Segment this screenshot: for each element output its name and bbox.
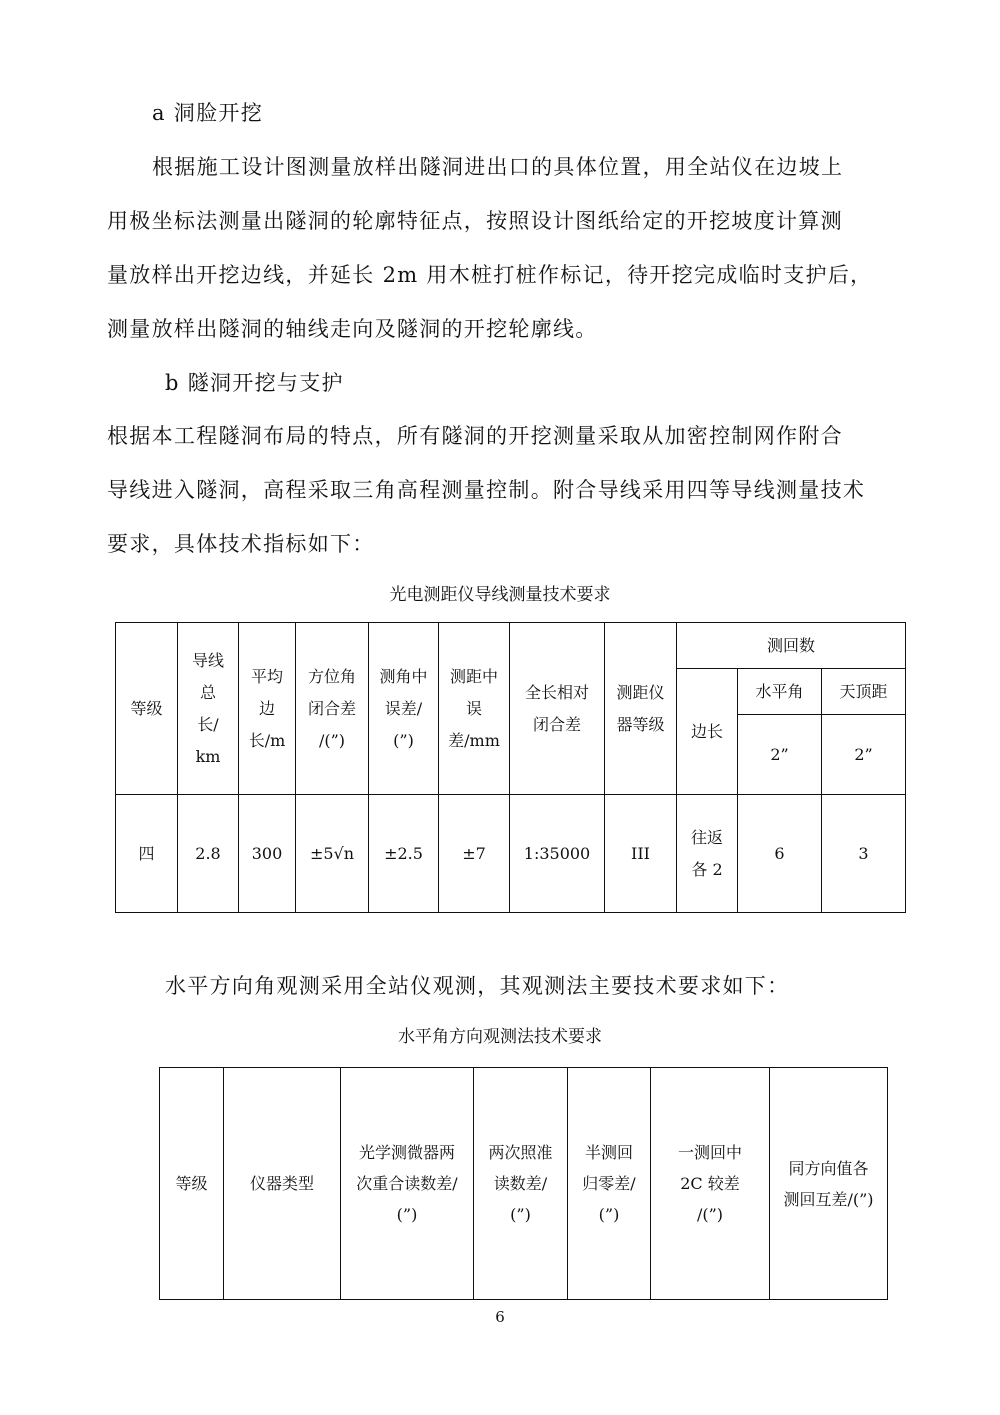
paragraph-line: 测量放样出隧洞的轴线走向及隧洞的开挖轮廓线。 — [107, 317, 598, 341]
header-azimuth: 方位角 闭合差 /(”) — [296, 623, 369, 795]
header-distance-error: 测距中 误 差/mm — [439, 623, 510, 795]
paragraph-line: 根据施工设计图测量放样出隧洞进出口的具体位置，用全站仪在边坡上 — [152, 155, 844, 179]
header-aim-reading: 两次照准 读数差/ (”) — [474, 1068, 568, 1300]
cell-total-length: 2.8 — [178, 795, 239, 913]
cell-azimuth: ±5√n — [296, 795, 369, 913]
header-same-direction: 同方向值各 测回互差/(”) — [770, 1068, 888, 1300]
header-relative-closure: 全长相对 闭合差 — [510, 623, 605, 795]
header-total-length: 导线 总 长/ km — [178, 623, 239, 795]
table-row — [116, 795, 906, 913]
header-horizontal-sub: 2” — [738, 715, 822, 795]
table1 — [115, 622, 906, 913]
table1-caption: 光电测距仪导线测量技术要求 — [389, 585, 611, 605]
cell-avg-side: 300 — [239, 795, 296, 913]
paragraph-line: 要求，具体技术指标如下： — [107, 532, 375, 556]
header-instrument-grade: 测距仪 器等级 — [605, 623, 677, 795]
header-grade: 等级 — [160, 1068, 224, 1300]
cell-zenith: 3 — [822, 795, 906, 913]
paragraph-line: 根据本工程隧洞布局的特点，所有隧洞的开挖测量采取从加密控制网作附合 — [107, 424, 843, 448]
page-number: 6 — [495, 1308, 505, 1326]
header-side: 边长 — [677, 669, 738, 795]
header-rounds: 测回数 — [677, 623, 906, 669]
header-zenith: 天顶距 — [822, 669, 906, 715]
paragraph-line: 导线进入隧洞，高程采取三角高程测量控制。附合导线采用四等导线测量技术 — [107, 478, 866, 502]
header-grade: 等级 — [116, 623, 178, 795]
cell-grade: 四 — [116, 795, 178, 913]
paragraph-line: 水平方向角观测采用全站仪观测，其观测法主要技术要求如下： — [165, 974, 790, 998]
header-horizontal: 水平角 — [738, 669, 822, 715]
table2 — [159, 1067, 888, 1300]
header-avg-side: 平均 边 长/m — [239, 623, 296, 795]
paragraph-line: 用极坐标法测量出隧洞的轮廓特征点，按照设计图纸给定的开挖坡度计算测 — [107, 209, 843, 233]
paragraph-line: 量放样出开挖边线，并延长 2m 用木桩打桩作标记，待开挖完成临时支护后， — [107, 263, 873, 287]
heading-b: b 隧洞开挖与支护 — [165, 371, 344, 395]
header-angle-error: 测角中 误差/ (”) — [369, 623, 439, 795]
header-instrument-type: 仪器类型 — [224, 1068, 341, 1300]
header-optical-micrometer: 光学测微器两 次重合读数差/ (”) — [341, 1068, 474, 1300]
header-zenith-sub: 2” — [822, 715, 906, 795]
header-2c-difference: 一测回中 2C 较差 /(”) — [651, 1068, 770, 1300]
cell-distance-error: ±7 — [439, 795, 510, 913]
cell-angle-error: ±2.5 — [369, 795, 439, 913]
heading-a: a 洞脸开挖 — [152, 101, 263, 125]
table2-caption: 水平角方向观测法技术要求 — [398, 1027, 602, 1047]
cell-instrument-grade: III — [605, 795, 677, 913]
cell-side: 往返 各 2 — [677, 795, 738, 913]
header-half-round: 半测回 归零差/ (”) — [568, 1068, 651, 1300]
cell-relative-closure: 1:35000 — [510, 795, 605, 913]
cell-horizontal: 6 — [738, 795, 822, 913]
